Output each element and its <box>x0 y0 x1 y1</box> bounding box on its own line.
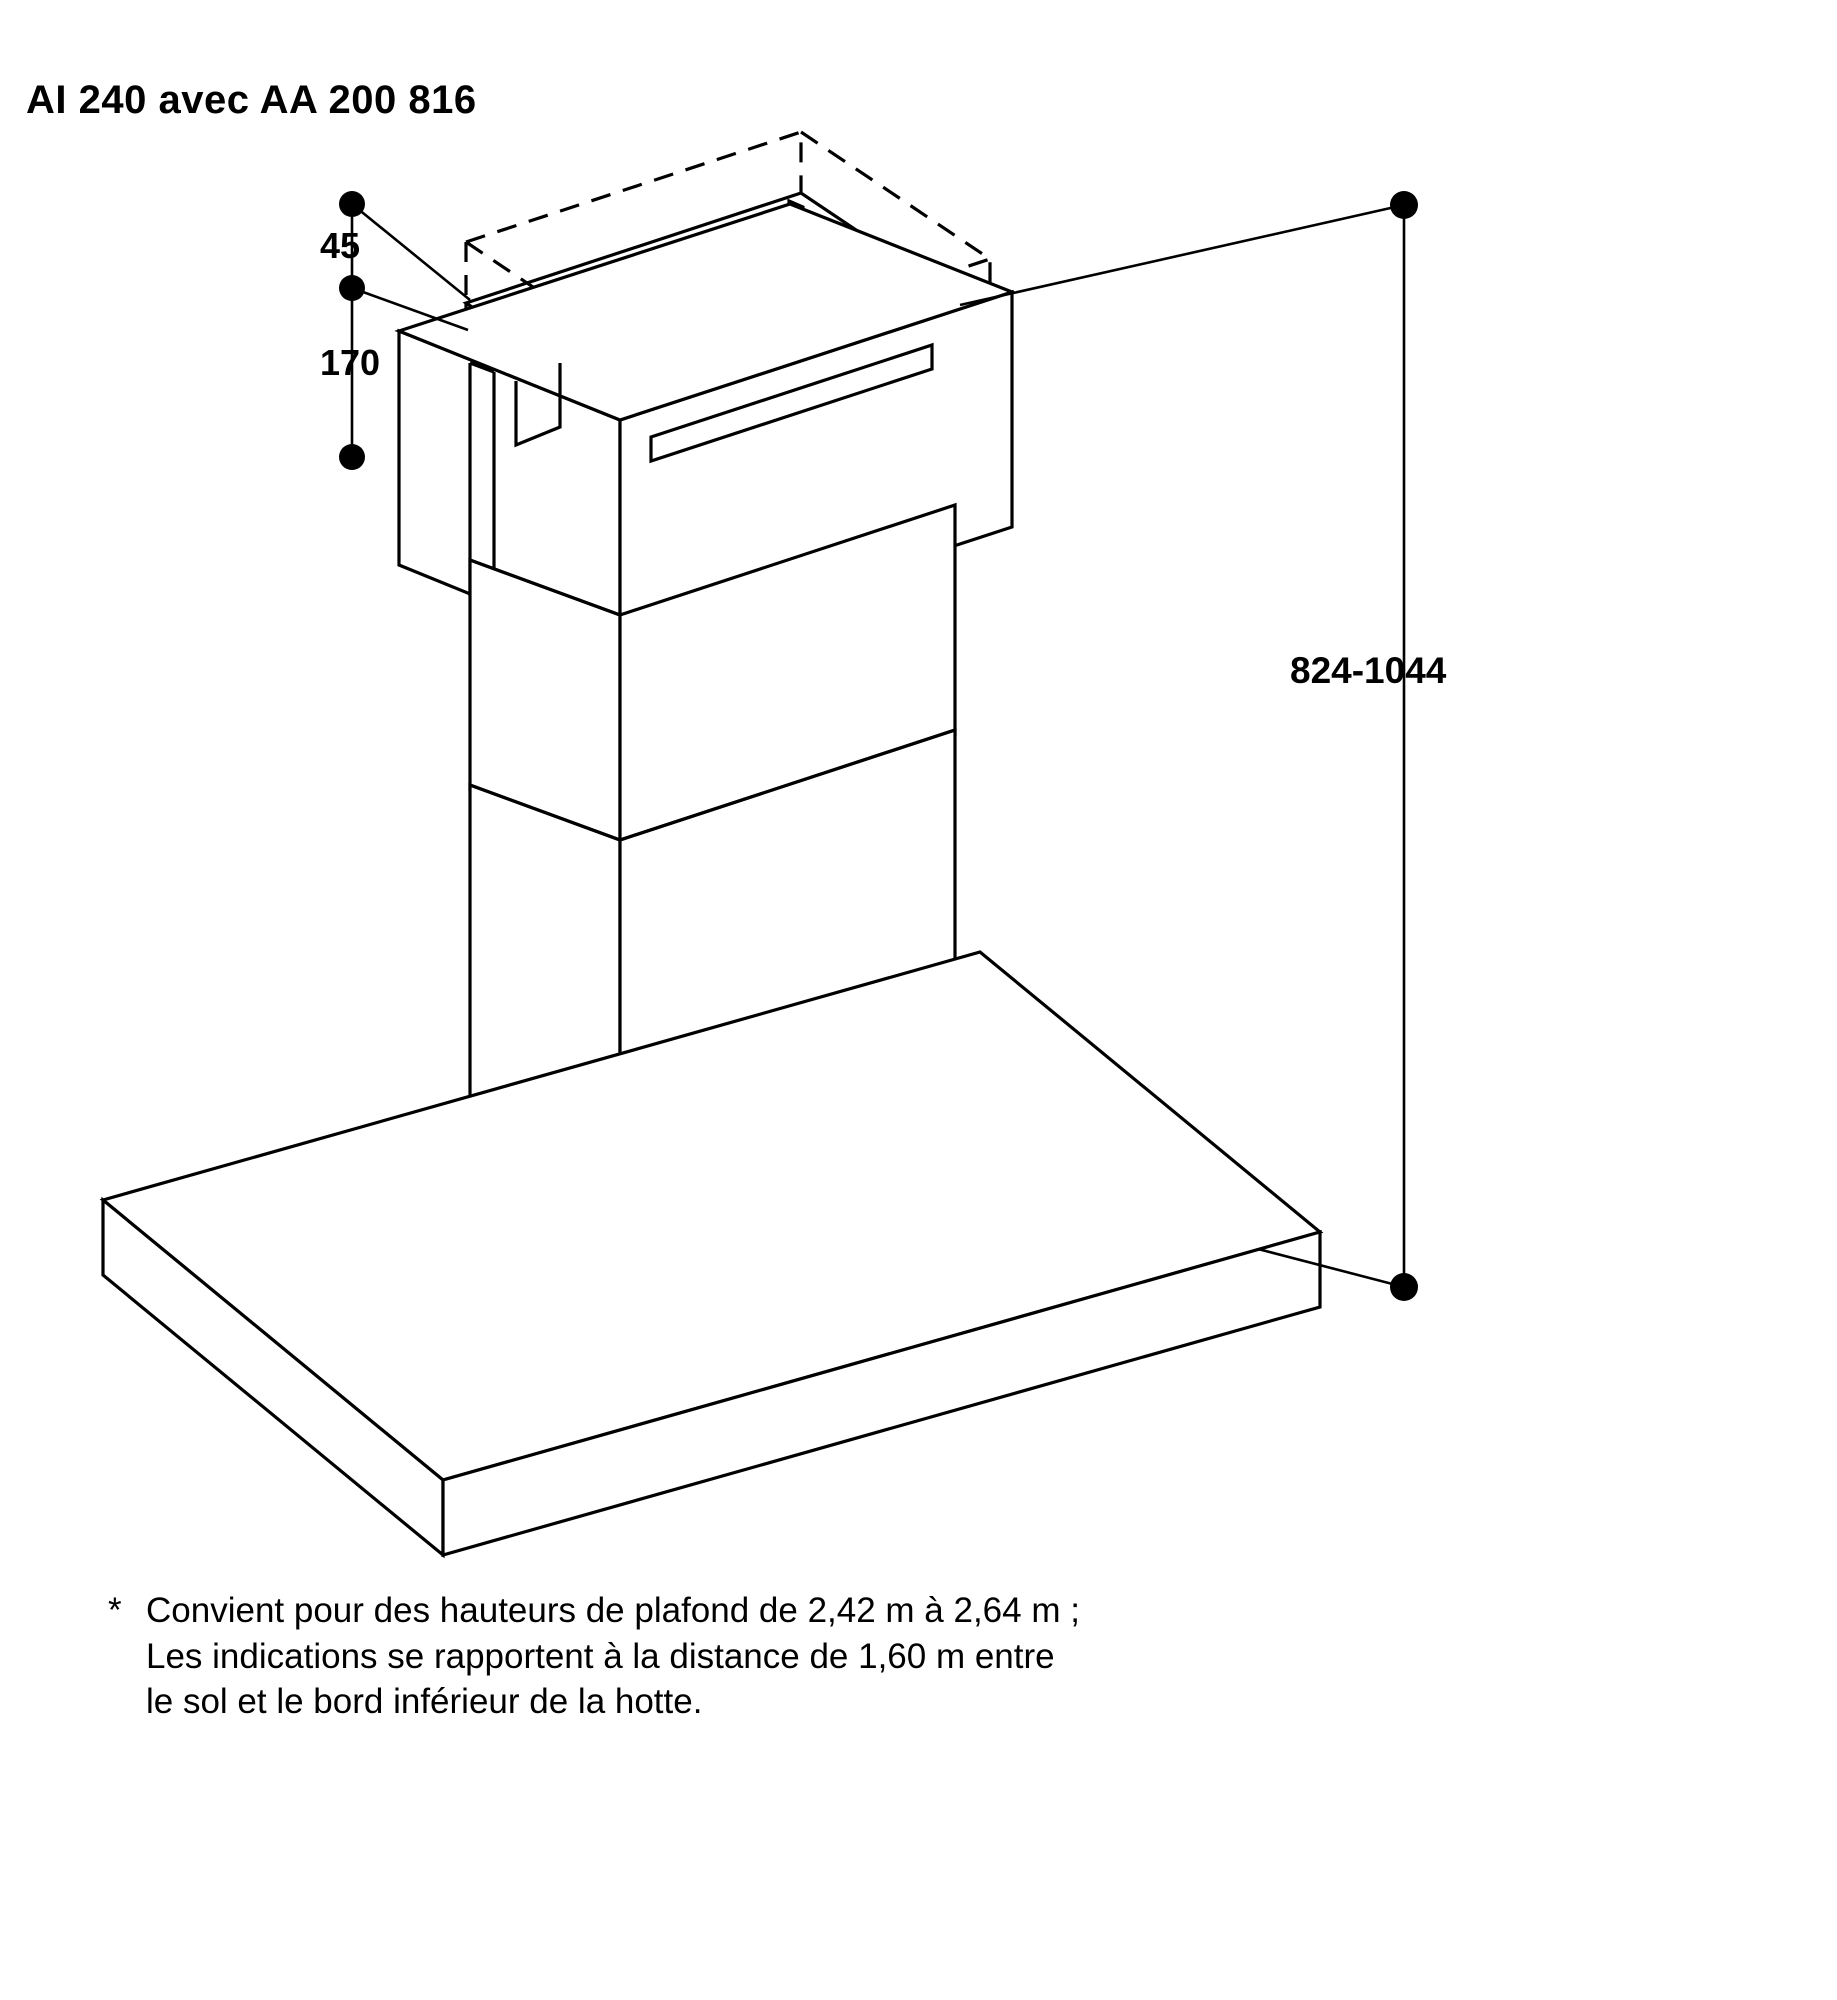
dimension-label-total-height: 824-1044 <box>1290 650 1447 691</box>
footnote-marker: * <box>108 1591 122 1630</box>
page-title: AI 240 avec AA 200 816 <box>26 78 477 122</box>
footnote-line-3: le sol et le bord inférieur de la hotte. <box>146 1682 703 1721</box>
footnote-lines <box>146 1588 1608 1725</box>
footnote-line-1: Convient pour des hauteurs de plafond de 2,42 m à 2,64 m ; <box>146 1591 1080 1630</box>
footnote <box>108 1588 1608 1725</box>
dimension-label-170: 170 <box>320 342 381 383</box>
hood-canopy <box>103 952 1320 1555</box>
footnote-line-2: Les indications se rapportent à la distance de 1,60 m entre <box>146 1636 1055 1676</box>
dimension-label-45: 45 <box>320 225 361 266</box>
